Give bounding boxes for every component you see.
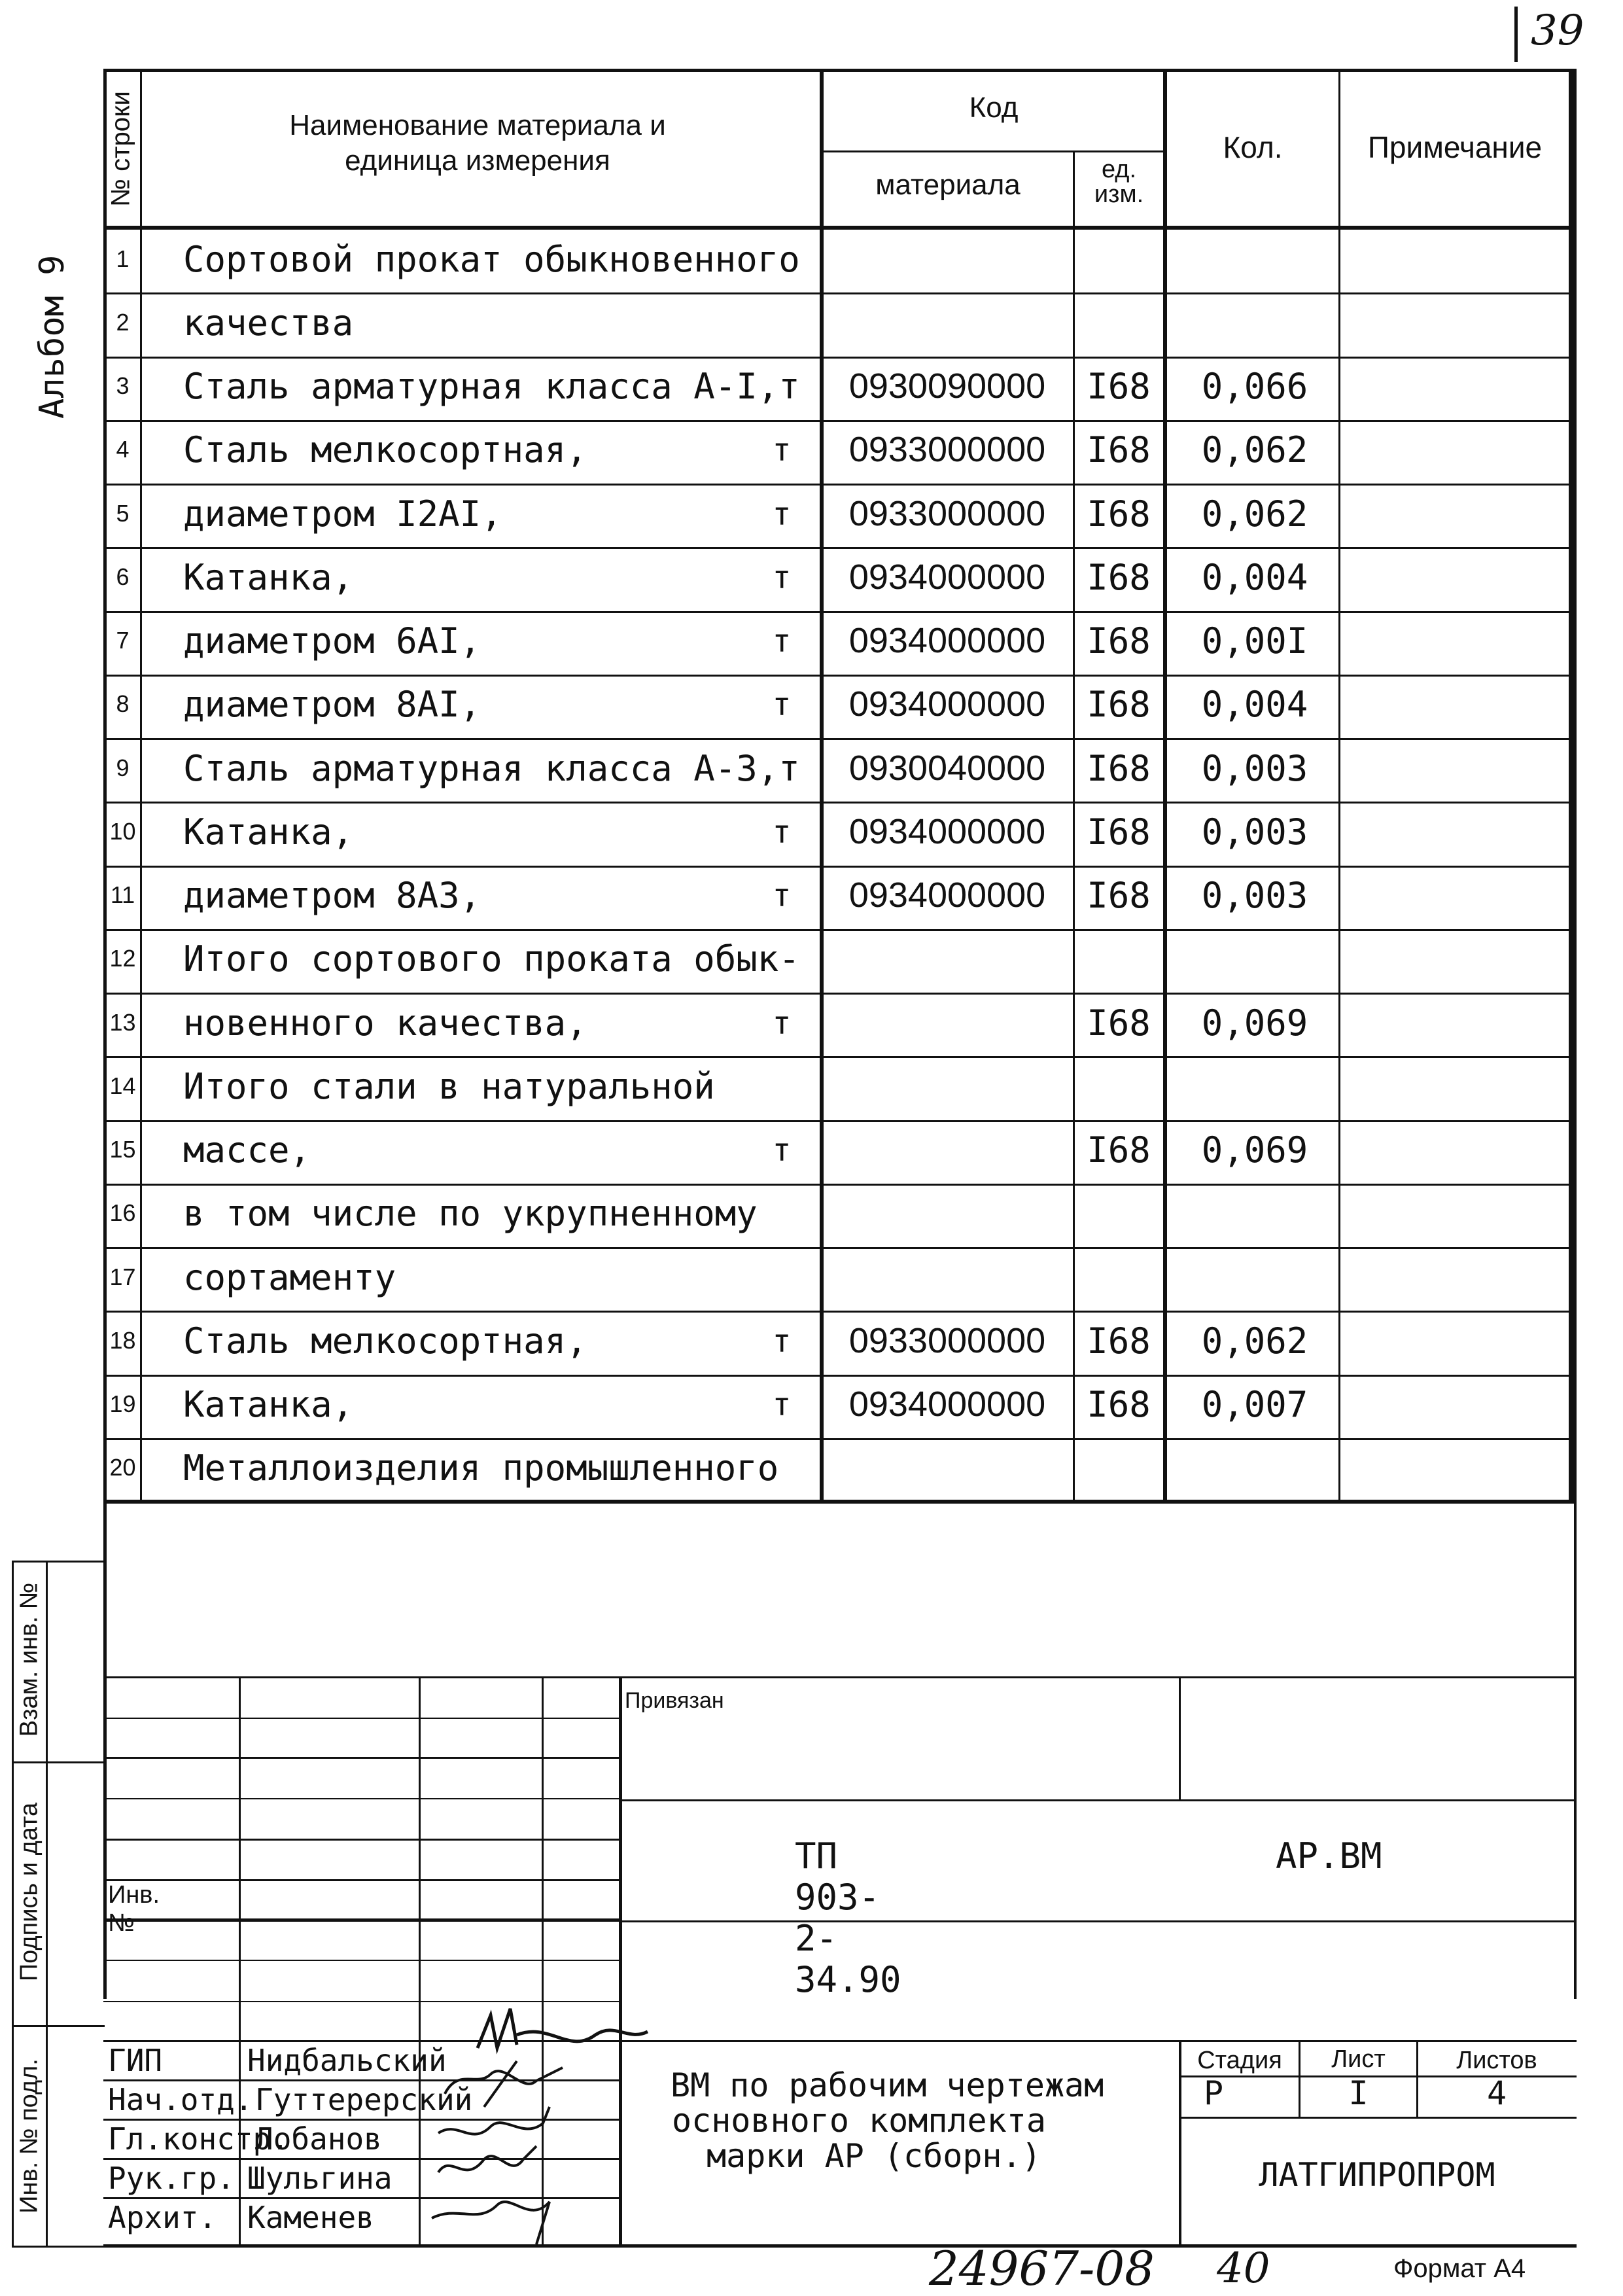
quantity: 0,062 (1201, 493, 1308, 535)
material-unit: т (772, 432, 792, 468)
material-code: 0934000000 (848, 684, 1046, 724)
sheet-label: Лист (1331, 2045, 1386, 2073)
organization: ЛАТГИПРОПРОМ (1259, 2156, 1495, 2194)
material-name: Сталь арматурная класса А-3,т (183, 748, 800, 789)
row-number: 10 (109, 818, 136, 845)
description-line-2: основного комплекта (672, 2102, 1046, 2140)
header-code-unit (1075, 157, 1163, 207)
stage-label: Стадия (1197, 2047, 1282, 2074)
quantity: 0,062 (1201, 429, 1308, 470)
vzam-inv-label: Взам. инв. № (15, 1582, 43, 1737)
description-line-1: ВМ по рабочим чертежам (671, 2066, 1104, 2104)
unit-code: I68 (1087, 1002, 1151, 1044)
header-qty: Кол. (1223, 130, 1283, 164)
person-name: Лобанов (255, 2121, 382, 2157)
material-name: диаметром 6AI, (183, 620, 481, 662)
unit-code: I68 (1087, 875, 1151, 916)
row-number: 19 (109, 1390, 136, 1417)
person-name: Нидбальский (247, 2043, 447, 2078)
row-number: 20 (109, 1454, 136, 1481)
row-number: 16 (109, 1199, 136, 1226)
row-divider (103, 1056, 1575, 1058)
row-divider (103, 420, 1575, 422)
header-code-material: материала (875, 169, 1021, 201)
page-number-bar (1514, 7, 1518, 62)
quantity: 0,004 (1201, 557, 1308, 598)
material-name: сортаменту (183, 1257, 396, 1298)
row-number: 8 (116, 690, 130, 717)
header-code: Код (969, 92, 1019, 124)
material-unit: т (772, 686, 792, 723)
unit-code: I68 (1087, 620, 1151, 662)
material-name: Сталь арматурная класса А-I,т (183, 366, 800, 407)
material-name: в том числе по укрупненному (183, 1193, 758, 1234)
material-unit: т (772, 1386, 792, 1423)
material-name: диаметром 8А3, (183, 875, 481, 916)
row-number: 3 (116, 372, 130, 399)
row-divider (103, 1311, 1575, 1313)
sheet-value: I (1348, 2074, 1369, 2112)
row-divider (103, 484, 1575, 486)
material-code: 0933000000 (848, 494, 1046, 533)
row-divider (103, 993, 1575, 995)
row-number: 11 (110, 881, 135, 908)
row-number: 1 (116, 245, 130, 272)
unit-code: I68 (1087, 811, 1151, 853)
material-code: 0934000000 (848, 621, 1046, 660)
inv-podl-label: Инв. № подл. (15, 2058, 43, 2214)
header-row-no: № строки (106, 91, 135, 207)
material-code: 0933000000 (848, 430, 1046, 469)
unit-code: I68 (1087, 557, 1151, 598)
sheets-label: Листов (1456, 2047, 1537, 2074)
person-role: Рук.гр. (108, 2161, 235, 2196)
signature-scribbles (419, 1996, 693, 2248)
quantity: 0,007 (1201, 1384, 1308, 1425)
material-code: 0934000000 (848, 812, 1046, 851)
row-divider (103, 1184, 1575, 1186)
unit-code: I68 (1087, 684, 1151, 725)
row-number: 6 (116, 563, 130, 590)
material-code: 0933000000 (848, 1321, 1046, 1360)
header-name: Наименование материала и единица измерения (289, 109, 666, 177)
row-divider (103, 929, 1575, 931)
row-divider (103, 611, 1575, 613)
unit-code: I68 (1087, 429, 1151, 470)
album-label: Альбом 9 (33, 255, 72, 419)
material-code: 0934000000 (848, 1385, 1046, 1424)
material-unit: т (772, 496, 792, 533)
header-code-unit-2: изм. (1094, 181, 1144, 208)
material-name: Катанка, (183, 1384, 354, 1425)
header-note: Примечание (1367, 130, 1543, 164)
material-code: 0934000000 (848, 557, 1046, 597)
person-name: Каменев (247, 2200, 374, 2235)
row-divider (103, 1375, 1575, 1377)
row-divider (103, 738, 1575, 740)
material-name: Катанка, (183, 557, 354, 598)
material-name: Сталь мелкосортная, (183, 429, 587, 470)
row-number: 5 (116, 500, 130, 527)
person-role: Гл.констр. (108, 2121, 289, 2157)
row-number: 17 (109, 1263, 136, 1290)
row-number: 13 (109, 1009, 136, 1036)
row-number: 9 (116, 754, 130, 781)
row-divider (103, 1247, 1575, 1249)
row-divider (103, 292, 1575, 294)
unit-code: I68 (1087, 493, 1151, 535)
unit-code: I68 (1087, 748, 1151, 789)
quantity: 0,00I (1201, 620, 1308, 662)
material-unit: т (772, 623, 792, 660)
row-divider (103, 1120, 1575, 1122)
sheets-value: 4 (1486, 2074, 1507, 2112)
material-unit: т (772, 1323, 792, 1360)
row-divider (103, 1438, 1575, 1440)
quantity: 0,003 (1201, 748, 1308, 789)
quantity: 0,004 (1201, 684, 1308, 725)
stage-value: Р (1203, 2074, 1224, 2112)
material-name: качества (183, 302, 354, 344)
row-number: 7 (116, 627, 130, 654)
person-role: Нач.отд. (108, 2082, 253, 2117)
material-name: Итого сортового проката обык- (183, 938, 800, 980)
unit-code: I68 (1087, 366, 1151, 407)
page-number: 39 (1531, 7, 1584, 55)
footer-page-number: 40 (1217, 2244, 1270, 2293)
material-name: диаметром 8AI, (183, 684, 481, 725)
quantity: 0,062 (1201, 1320, 1308, 1362)
header-code-unit-1: ед. (1101, 156, 1137, 183)
row-divider (103, 866, 1575, 868)
material-name: Сортовой прокат обыкновенного (183, 239, 800, 280)
material-name: Итого стали в натуральной (183, 1066, 715, 1107)
material-name: новенного качества, (183, 1002, 587, 1044)
material-unit: т (772, 1005, 792, 1042)
material-name: Металлоизделия промышленного (183, 1447, 779, 1489)
material-unit: т (772, 559, 792, 596)
description (671, 2068, 1168, 2174)
format-label: Формат А4 (1393, 2254, 1526, 2283)
material-unit: т (772, 877, 792, 914)
row-number: 18 (109, 1327, 136, 1354)
material-unit: т (772, 1132, 792, 1169)
inv-no-label: Инв. № (108, 1881, 160, 1937)
unit-code: I68 (1087, 1384, 1151, 1425)
row-number: 12 (109, 945, 136, 972)
quantity: 0,003 (1201, 875, 1308, 916)
material-unit: т (772, 814, 792, 851)
doc-mark: АР.ВМ (1276, 1835, 1382, 1877)
unit-code: I68 (1087, 1320, 1151, 1362)
material-name: Катанка, (183, 811, 354, 853)
row-divider (103, 547, 1575, 549)
person-name: Шульгина (247, 2161, 393, 2196)
person-role: ГИП (108, 2043, 163, 2078)
row-divider (103, 357, 1575, 359)
material-name: Сталь мелкосортная, (183, 1320, 587, 1362)
row-divider (103, 675, 1575, 677)
archive-number: 24967-08 (929, 2241, 1155, 2296)
material-code: 0934000000 (848, 875, 1046, 915)
description-line-3: марки АР (сборн.) (707, 2137, 1041, 2175)
row-number: 15 (109, 1136, 136, 1163)
row-number: 14 (109, 1072, 136, 1099)
row-number: 2 (116, 309, 130, 336)
quantity: 0,066 (1201, 366, 1308, 407)
row-number: 4 (116, 436, 130, 463)
unit-code: I68 (1087, 1129, 1151, 1171)
row-divider (103, 802, 1575, 804)
privyazan-label: Привязан (625, 1688, 724, 1713)
doc-code: ТП 903-2-34.90 (795, 1835, 901, 2000)
person-name: Гуттерерский (255, 2082, 473, 2117)
material-name: массе, (183, 1129, 311, 1171)
material-code: 0930090000 (848, 366, 1046, 406)
podpis-data-label: Подпись и дата (15, 1802, 43, 1982)
quantity: 0,003 (1201, 811, 1308, 853)
quantity: 0,069 (1201, 1002, 1308, 1044)
material-name: диаметром I2AI, (183, 493, 502, 535)
person-role: Архит. (108, 2200, 217, 2235)
material-code: 0930040000 (848, 749, 1046, 788)
quantity: 0,069 (1201, 1129, 1308, 1171)
